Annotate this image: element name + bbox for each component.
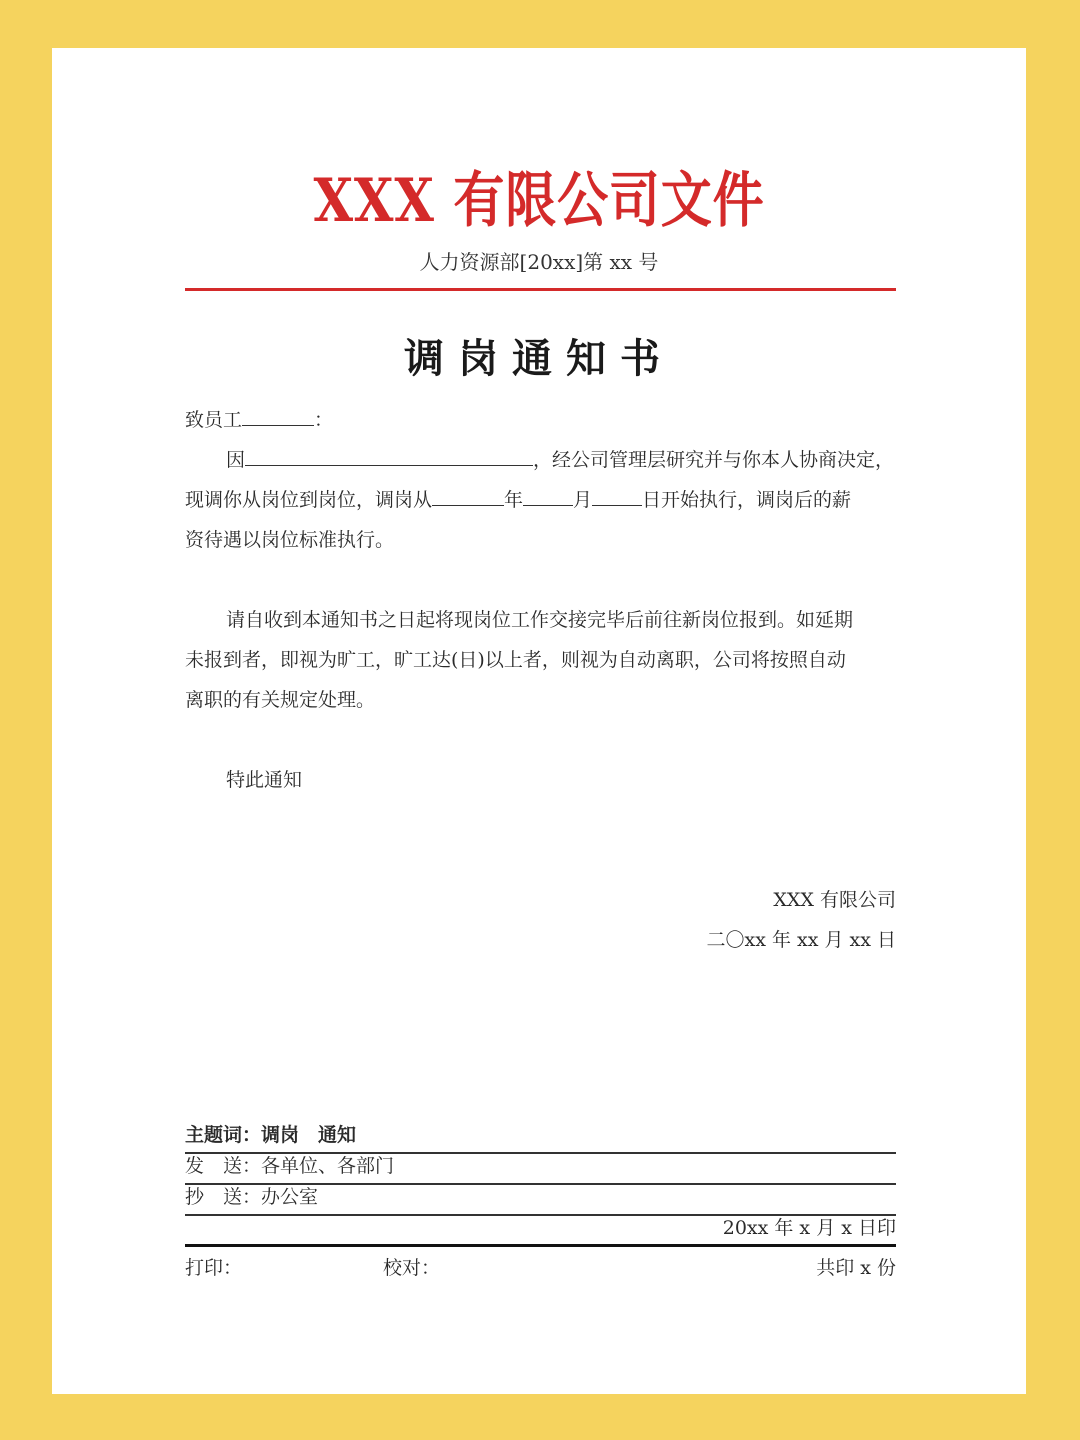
cc-row [185, 1183, 318, 1211]
para1-line2-a: 现调你从岗位到岗位，调岗从 [185, 489, 433, 511]
cc-label: 抄 送： [185, 1186, 262, 1208]
keywords-label: 主题词： [185, 1124, 262, 1146]
year-blank [432, 487, 504, 506]
salutation [185, 406, 333, 434]
salutation-prefix: 致员工 [185, 409, 243, 431]
notice-title: 调岗通知书 [404, 335, 674, 382]
para2-line3: 离职的有关规定处理。 [185, 689, 376, 711]
signature-date: 二〇xx 年 xx 月 xx 日 [706, 929, 896, 951]
printer-label: 打印： [185, 1257, 243, 1279]
keywords-value: 调岗 通知 [261, 1124, 357, 1146]
day-blank [592, 487, 642, 506]
para1-line2 [185, 486, 851, 514]
para1-line3: 资待遇以岗位标准执行。 [185, 529, 395, 551]
signature-company: XXX 有限公司 [773, 889, 896, 911]
cc-value: 办公室 [261, 1186, 319, 1208]
print-date: 20xx 年 x 月 x 日印 [722, 1217, 896, 1239]
para1-line1 [226, 446, 894, 474]
document-page [52, 48, 1026, 1394]
month-blank [523, 487, 573, 506]
para2-line2: 未报到者，即视为旷工，旷工达(日)以上者，则视为自动离职，公司将按照自动 [185, 649, 846, 671]
send-to-value: 各单位、各部门 [261, 1155, 395, 1177]
para1-prefix: 因 [226, 449, 246, 471]
keywords-row [185, 1121, 356, 1149]
footer-rule-4 [185, 1244, 896, 1247]
closing-text: 特此通知 [226, 769, 303, 791]
reason-blank [245, 447, 533, 466]
proofreader-label: 校对： [383, 1257, 441, 1279]
send-to-row [185, 1152, 394, 1180]
salutation-suffix: ： [314, 409, 334, 431]
para1-year-label: 年 [504, 489, 524, 511]
para1-line1-suffix: ，经公司管理层研究并与你本人协商决定， [533, 449, 895, 471]
para1-month-label: 月 [573, 489, 593, 511]
para2-line1: 请自收到本通知书之日起将现岗位工作交接完毕后前往新岗位报到。如延期 [226, 609, 854, 631]
document-number: 人力资源部[20xx]第 xx 号 [419, 250, 659, 274]
send-to-label: 发 送： [185, 1155, 262, 1177]
employee-name-blank [242, 407, 314, 426]
red-divider [185, 288, 896, 291]
para1-line2-rest: 日开始执行，调岗后的薪 [642, 489, 852, 511]
copies-count: 共印 x 份 [816, 1257, 896, 1279]
company-file-title: XXX 有限公司文件 [313, 166, 765, 236]
